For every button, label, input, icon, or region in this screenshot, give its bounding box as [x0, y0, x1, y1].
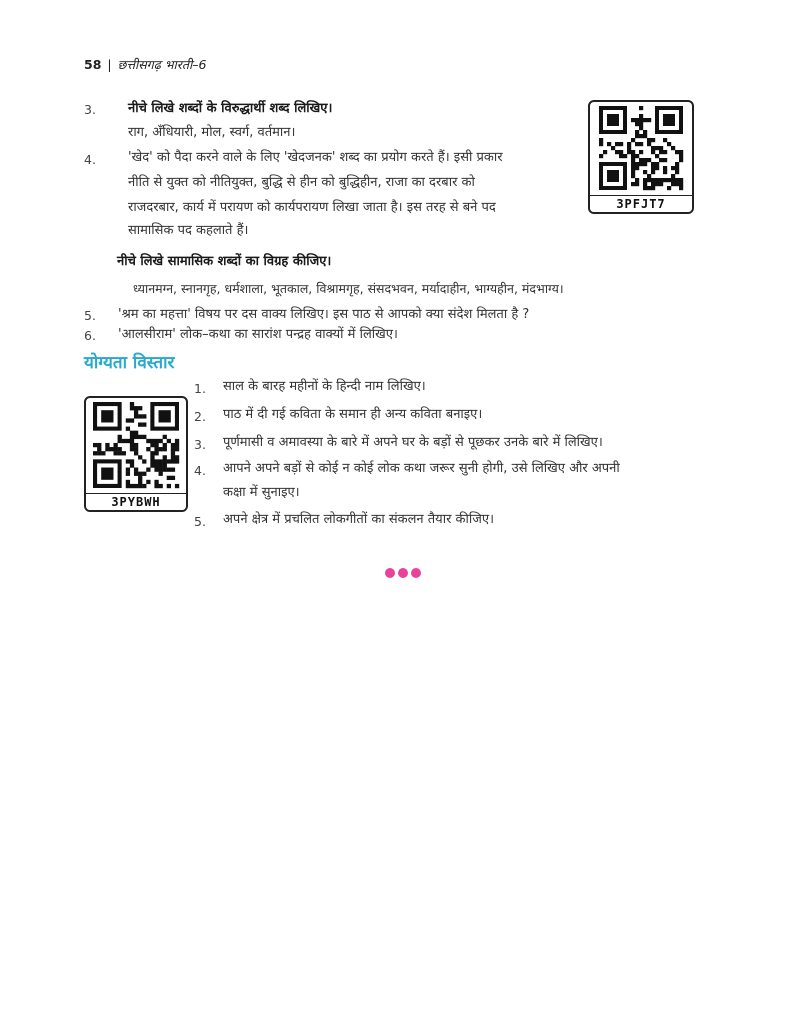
header-separator: | [107, 57, 112, 72]
qr-code-bottom[interactable] [84, 396, 188, 512]
paragraph-line: 'खेद' को पैदा करने वाले के लिए 'खेदजनक' शब्द का प्रयोग करते हैं। इसी प्रकार [128, 150, 503, 165]
page-header [84, 56, 206, 73]
question-number: 5. [84, 308, 96, 323]
dot-icon [385, 568, 395, 578]
item-text: पूर्णमासी व अमावस्या के बारे में अपने घर के बड़ों से पूछकर उनके बारे में लिखिए। [223, 435, 603, 450]
item-number: 1. [194, 381, 206, 396]
question-words: राग, अँधियारी, मोल, स्वर्ग, वर्तमान। [128, 125, 296, 140]
item-text: अपने क्षेत्र में प्रचलित लोकगीतों का संकलन तैयार कीजिए। [223, 512, 494, 527]
item-text: साल के बारह महीनों के हिन्दी नाम लिखिए। [223, 379, 426, 394]
item-number: 2. [194, 409, 206, 424]
section-title: योग्यता विस्तार [84, 353, 175, 373]
samas-words: ध्यानमग्न, स्नानगृह, धर्मशाला, भूतकाल, विश्रामगृह, संसदभवन, मर्यादाहीन, भाग्यहीन, मंदभाग्य। [133, 281, 564, 296]
page-number: 58 [84, 57, 102, 72]
dot-icon [398, 568, 408, 578]
question-number: 3. [84, 102, 96, 117]
question-number: 6. [84, 328, 96, 343]
paragraph-line: नीति से युक्त को नीतियुक्त, बुद्धि से हीन को बुद्धिहीन, राजा का दरबार को [128, 175, 475, 190]
qr-code-top[interactable] [588, 100, 694, 214]
question-text: 'श्रम का महत्ता' विषय पर दस वाक्य लिखिए। इस पाठ से आपको क्या संदेश मिलता है ? [118, 307, 530, 322]
question-number: 4. [84, 152, 96, 167]
item-number: 3. [194, 437, 206, 452]
end-dots [385, 563, 424, 582]
question-text: 'आलसीराम' लोक–कथा का सारांश पन्द्रह वाक्यों में लिखिए। [118, 327, 398, 342]
subheading: नीचे लिखे सामासिक शब्दों का विग्रह कीजिए। [117, 254, 332, 269]
qr-pattern [590, 102, 692, 194]
qr-pattern [86, 398, 186, 492]
item-text: कक्षा में सुनाइए। [223, 485, 300, 500]
item-number: 4. [194, 463, 206, 478]
paragraph-line: सामासिक पद कहलाते हैं। [128, 223, 249, 238]
item-number: 5. [194, 514, 206, 529]
item-text: पाठ में दी गई कविता के समान ही अन्य कविता बनाइए। [223, 407, 483, 422]
dot-icon [411, 568, 421, 578]
book-title: छत्तीसगढ़ भारती–6 [117, 57, 207, 72]
qr-code-label: 3PYBWH [86, 493, 186, 510]
paragraph-line: राजदरबार, कार्य में परायण को कार्यपरायण लिखा जाता है। इस तरह से बने पद [128, 200, 496, 215]
item-text: आपने अपने बड़ों से कोई न कोई लोक कथा जरूर सुनी होगी, उसे लिखिए और अपनी [223, 461, 620, 476]
question-heading: नीचे लिखे शब्दों के विरुद्धार्थी शब्द लिखिए। [128, 101, 333, 116]
qr-code-label: 3PFJT7 [590, 195, 692, 212]
